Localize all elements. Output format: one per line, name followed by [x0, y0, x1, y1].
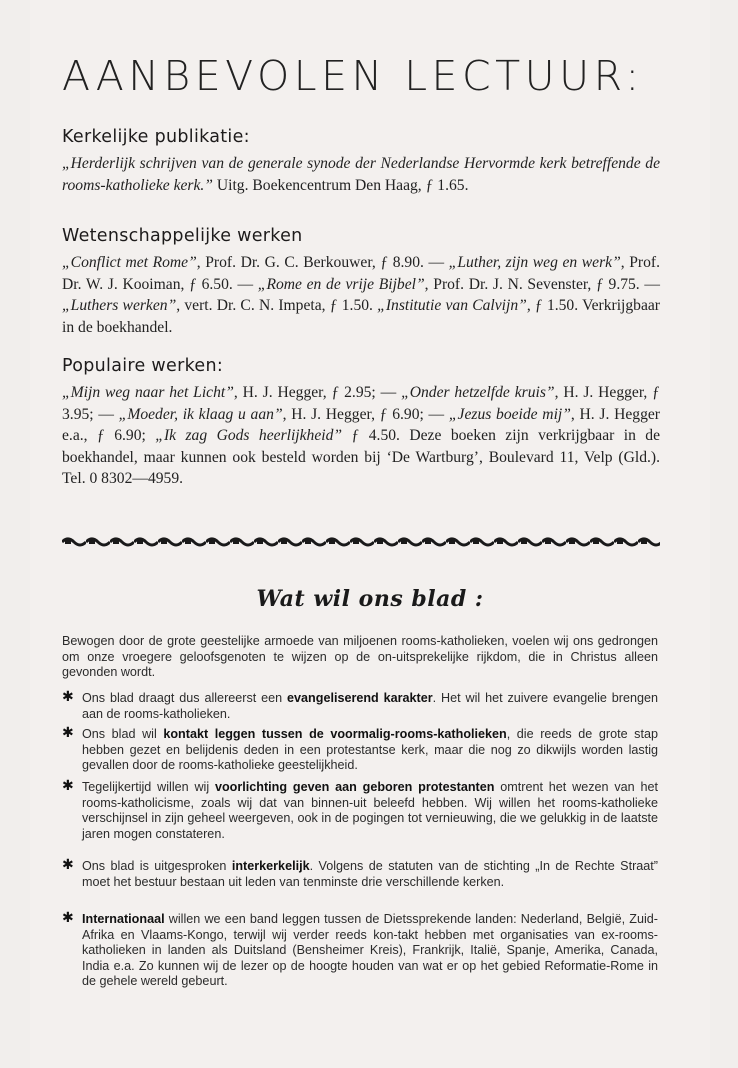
book-info: ƒ 4.50. Deze boeken zijn verkrijgbaar in de boekhandel, maar kunnen ook besteld worden bij ‘De Wartburg’, Boulevard 11, Velp (Gld.). Tel. 0 8302—4959. [62, 427, 661, 487]
book-title: „Luther, zijn weg en werk” [448, 254, 621, 271]
star-bullet-icon: ✱ [62, 689, 74, 705]
book-info: , ƒ 1.50. Verkrijgbaar in de boekhandel. [62, 297, 660, 336]
list-item: ✱ Tegelijkertijd willen wij voorlichting geven aan geboren protestanten omtrent het wezen van het rooms-katholicisme, zoals wij dat van binnen-uit beleefd hebben. Wij willen het rooms-katholieke verschijnsel in zijn geheel weergeven, ook in de pogingen tot vernieuwing, die we gelukkig in de laatste jaren mogen constateren. [62, 778, 658, 841]
page [30, 0, 710, 1068]
book-info: , vert. Dr. C. N. Impeta, ƒ 1.50. [176, 297, 378, 314]
page-title: AANBEVOLEN LECTUUR: [62, 52, 644, 100]
star-bullet-icon: ✱ [62, 725, 74, 741]
book-title: „Rome en de vrije Bijbel” [257, 275, 425, 293]
book-info: , H. J. Hegger, ƒ 6.90; — [282, 405, 449, 423]
intro-paragraph: Bewogen door de grote geestelijke armoede van miljoenen rooms-katholieken, voelen wij ons gedrongen om onze vroegere geloofsgenoten te wijzen op de on-uitsprekelijke rijkdom, die in Christus alleen gevonden wordt. [62, 634, 658, 680]
book-info: , H. J. Hegger, ƒ 2.95; — [233, 384, 402, 401]
book-title: „Luthers werken” [62, 297, 177, 314]
book-info: , H. J. Hegger, ƒ 3.95; — [62, 384, 660, 423]
list-item: ✱ Ons blad wil kontakt leggen tussen de voormalig-rooms-katholieken, die reeds de grote stap hebben gezet en belijdenis deden in een protestantse kerk, maar die nog zo dikwijls worden lastig gevallen door de rooms-katholieke geestelijkheid. [62, 725, 658, 773]
book-title: „Ik zag Gods heerlijkheid” [155, 427, 343, 444]
list-item: ✱ Ons blad is uitgesproken interkerkelijk. Volgens de statuten van de stichting „In de Rechte Straat” moet het bestuur bestaan uit leden van tenminste drie verschillende kerken. [62, 857, 658, 889]
book-info: Uitg. Boekencentrum Den Haag, ƒ 1.65. [212, 176, 469, 194]
book-title: „Institutie van Calvijn” [377, 297, 527, 314]
book-title: „Jezus boeide mij” [448, 405, 571, 423]
wat-heading: Wat wil ons blad : [256, 586, 484, 612]
book-info: , Prof. Dr. G. C. Berkouwer, ƒ 8.90. — [196, 254, 449, 271]
ornamental-divider [62, 535, 660, 549]
section-heading-kerkelijk: Kerkelijke publikatie: [62, 127, 250, 147]
list-item: ✱ Internationaal willen we een band leggen tussen de Dietssprekende landen: Nederland, België, Zuid-Afrika en Vlaams-Kongo, terwijl wij verder reeds kon-takt hebben met organisaties van ex-rooms-katholieken in landen als Duitsland (Bensheimer Kreis), Frankrijk, Italië, Spanje, Amerika, Canada, India e.a. Zo kunnen wij de lezer op de hoogte houden van wat er op het gebied Reformatie-Rome in de gehele wereld gebeurt. [62, 910, 658, 989]
book-info: , Prof. Dr. W. J. Kooiman, ƒ 6.50. — [62, 254, 660, 293]
book-title: „Herderlijk schrijven van de generale synode der Nederlandse Hervormde kerk betreffende de rooms-katholieke kerk.” [62, 155, 660, 194]
book-info: , H. J. Hegger e.a., ƒ 6.90; [62, 405, 660, 444]
paragraph-wetenschappelijk [62, 252, 660, 338]
book-title: „Conflict met Rome” [62, 254, 197, 271]
book-title: „Moeder, ik klaag u aan” [118, 405, 283, 423]
star-bullet-icon: ✱ [62, 910, 74, 926]
paragraph-kerkelijk [62, 153, 660, 196]
book-title: „Mijn weg naar het Licht” [62, 384, 234, 401]
star-bullet-icon: ✱ [62, 778, 74, 794]
paragraph-populair [62, 382, 660, 490]
list-item: ✱ Ons blad draagt dus allereerst een evangeliserend karakter. Het wil het zuivere evangelie brengen aan de rooms-katholieken. [62, 689, 658, 721]
section-heading-wetenschappelijk: Wetenschappelijke werken [62, 226, 303, 246]
book-title: „Onder hetzelfde kruis” [401, 384, 555, 401]
section-heading-populair: Populaire werken: [62, 356, 224, 376]
book-info: , Prof. Dr. J. N. Sevenster, ƒ 9.75. — [424, 275, 661, 293]
star-bullet-icon: ✱ [62, 857, 74, 873]
